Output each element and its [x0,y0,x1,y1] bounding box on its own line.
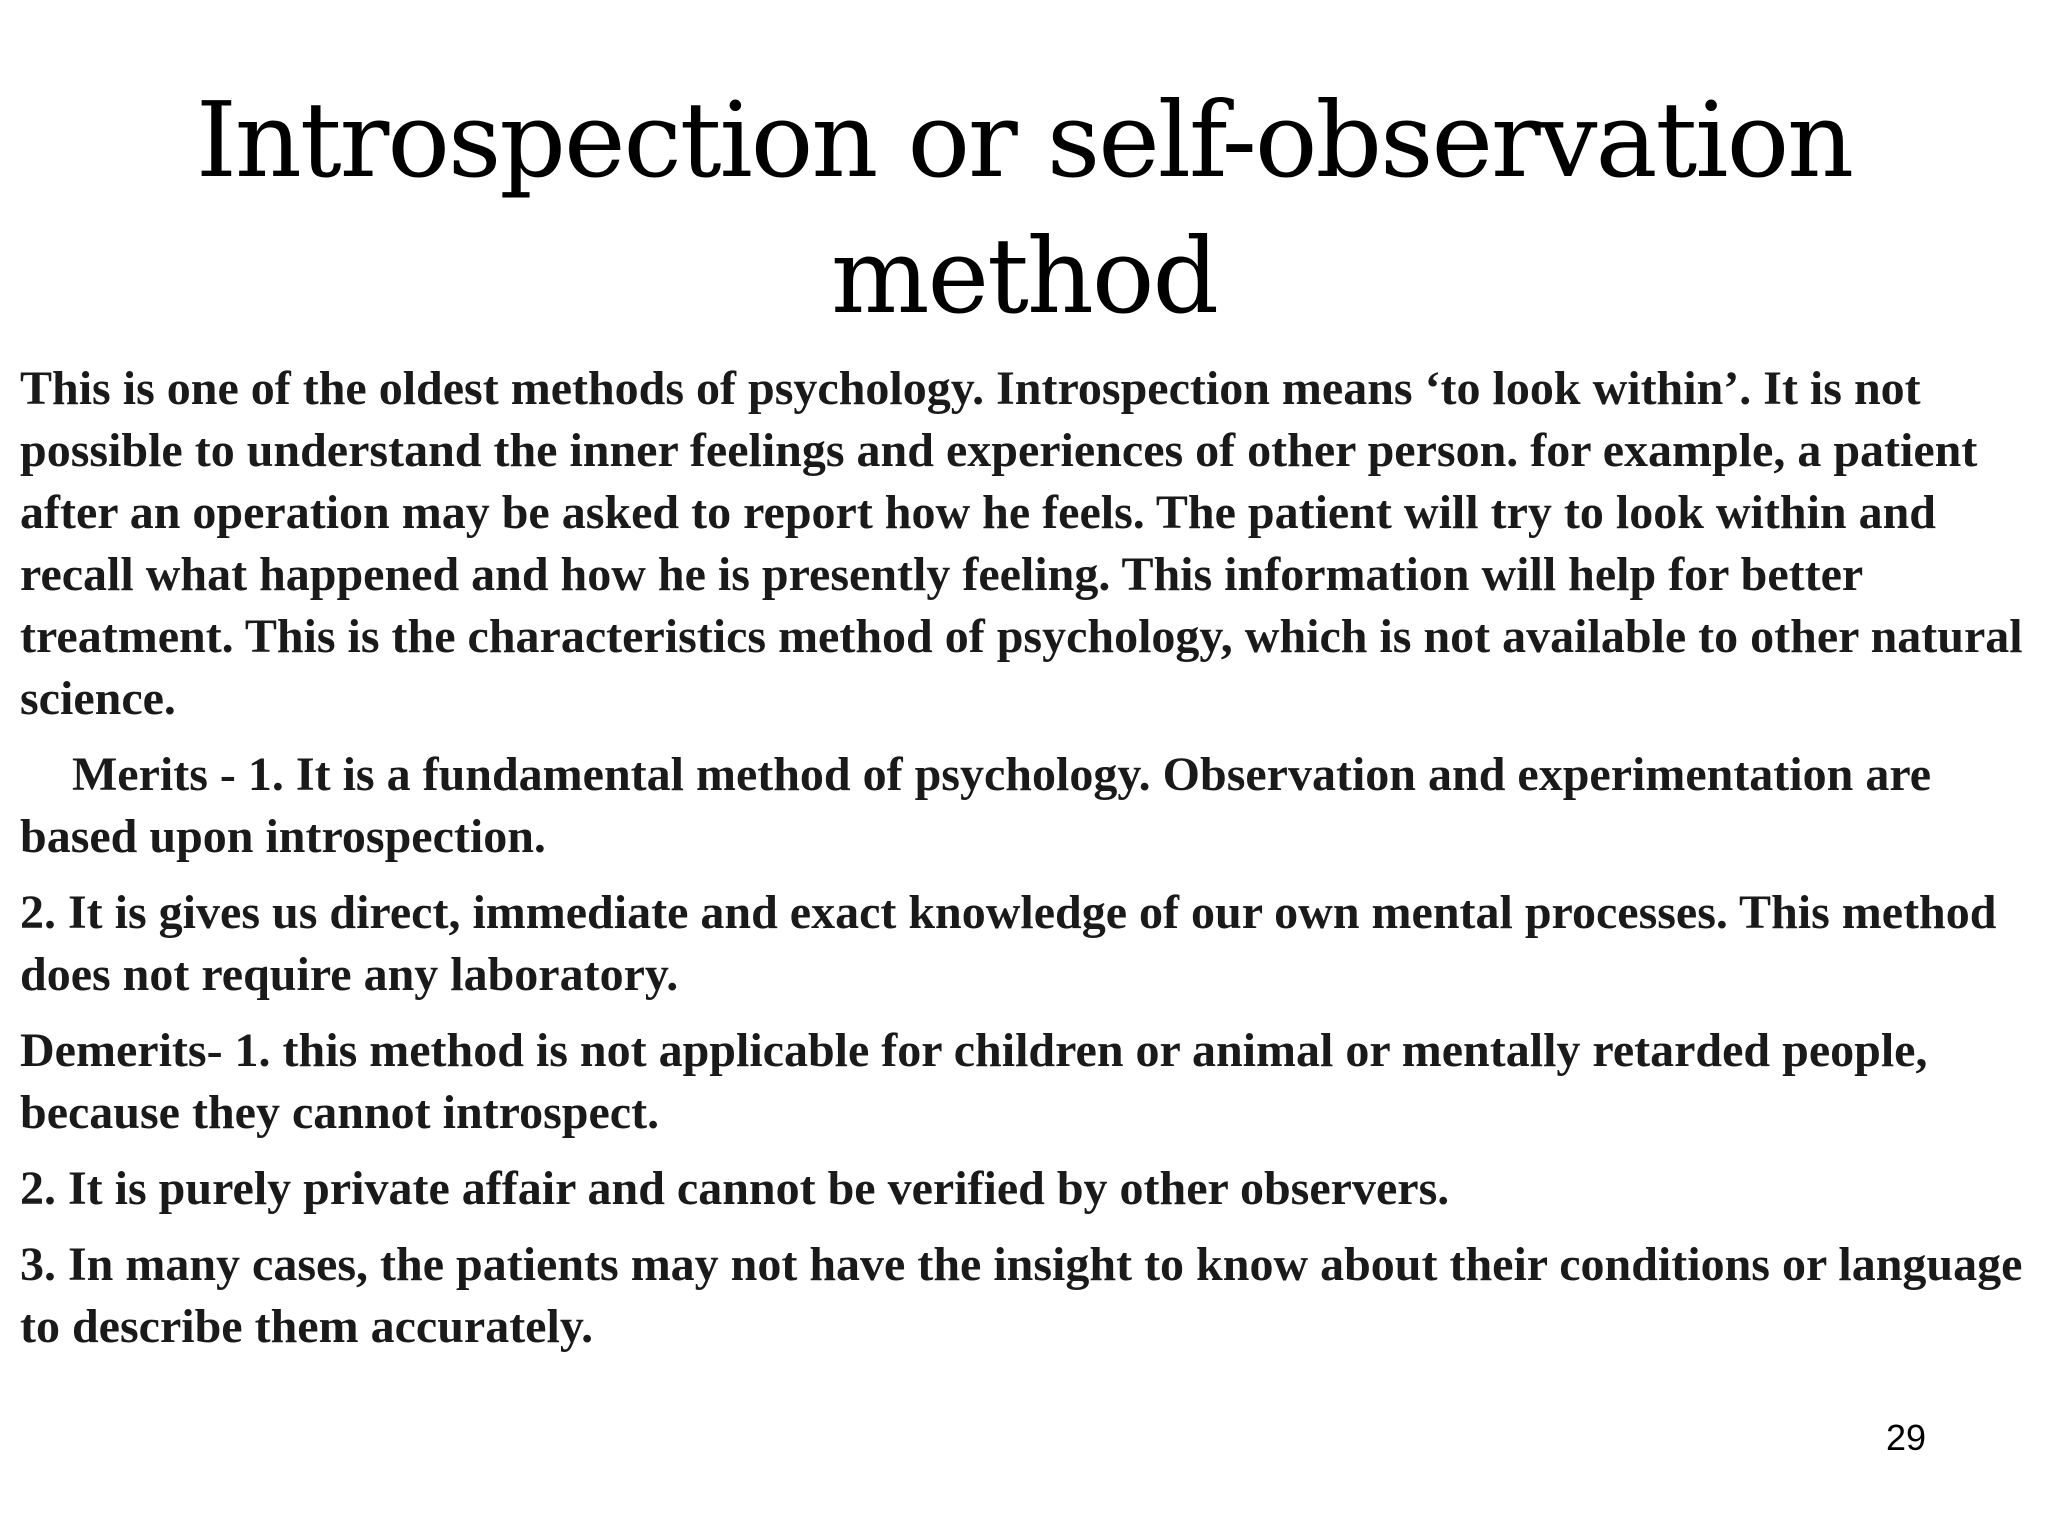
merits-paragraph-1: Merits - 1. It is a fundamental method of psychology. Observation and experimentation are based upon introspection. [20,748,1932,863]
merits-paragraph-2: 2. It is gives us direct, immediate and exact knowledge of our own mental processes. This method does not require any laboratory. [20,886,1997,1001]
slide-number: 29 [1885,1417,1926,1458]
demerits-paragraph-1: Demerits- 1. this method is not applicable for children or animal or mentally retarded people, because they cannot introspect. [20,1024,1928,1139]
slide-title: Introspection or self-observation method [195,79,1853,337]
intro-paragraph: This is one of the oldest methods of psychology. Introspection means ‘to look within’. It is not possible to understand the inner feelings and experiences of other person. for example, a patient after an operation may be asked to report how he feels. The patient will try to look within and recall what happened and how he is presently feeling. This information will help for better treatment. This is the characteristics method of psychology, which is not available to other natural science. [20,362,2023,725]
slide-body [20,358,2032,1372]
demerits-paragraph-2: 2. It is purely private affair and cannot be verified by other observers. [20,1162,1450,1215]
demerits-paragraph-3: 3. In many cases, the patients may not have the insight to know about their conditions or language to describe them accurately. [20,1238,2023,1353]
